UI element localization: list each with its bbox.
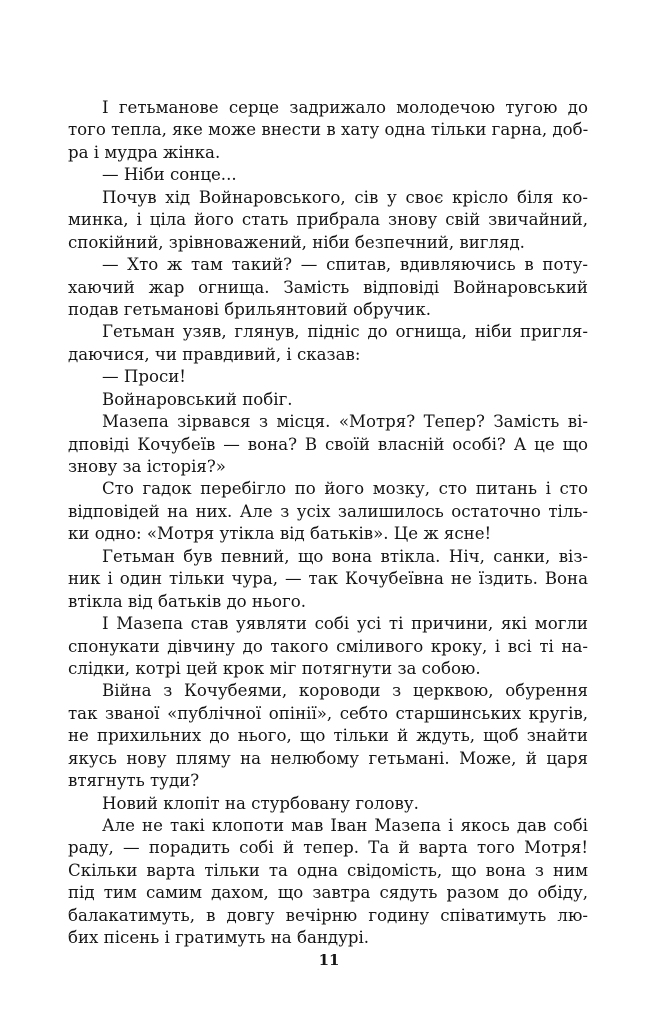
text-line: Мазепа зірвався з місця. «Мотря? Тепер? Замість ві- [102, 412, 588, 432]
text-line: спонукати дівчину до такого сміливого кроку, і всі ті на- [68, 636, 588, 656]
text-line: ник і один тільки чура, — так Кочубеївна не їздить. Вона [68, 569, 588, 589]
text-line: — Хто ж там такий? — спитав, вдивляючись в поту- [102, 255, 588, 275]
text-line: Новий клопіт на стурбовану голову. [102, 793, 419, 813]
text-line: втягнуть туди? [68, 771, 200, 791]
text-line: відповідей на них. Але з усіх залишилось остаточно тіль- [68, 501, 588, 521]
text-line: — Проси! [102, 367, 186, 387]
text-line: Скільки варта тільки та одна свідомість, що вона з ним [68, 860, 588, 880]
text-line: минка, і ціла його стать прибрала знову свій звичайний, [68, 210, 588, 230]
text-line: втікла від батьків до нього. [68, 591, 306, 611]
text-line: хаючий жар огнища. Замість відповіді Войнаровський [68, 277, 588, 297]
text-line: так званої «публічної опінії», себто старшинських кругів, [68, 703, 588, 723]
page-number: 11 [318, 951, 340, 969]
text-line: Войнаровський побіг. [102, 389, 293, 409]
text-line: Гетьман узяв, глянув, підніс до огнища, ніби пригля- [102, 322, 588, 342]
text-line: спокійний, зрівноважений, ніби безпечний, вигляд. [68, 232, 525, 252]
text-line: подав гетьманові брильянтовий обручик. [68, 299, 432, 319]
text-line: бих пісень і гратимуть на бандурі. [68, 928, 370, 948]
text-line: І Мазепа став уявляти собі усі ті причини, які могли [102, 614, 588, 634]
text-line: ра і мудра жінка. [68, 142, 221, 162]
text-line: Почув хід Войнаровського, сів у своє крісло біля ко- [102, 187, 588, 207]
text-line: Сто гадок перебігло по його мозку, сто питань і сто [102, 479, 588, 499]
text-line: І гетьманове серце задрижало молодечою тугою до [102, 98, 588, 117]
text-line: раду, — порадить собі й тепер. Та й варта того Мотря! [68, 838, 588, 858]
text-line: — Ніби сонце... [102, 165, 237, 185]
text-line: не прихильних до нього, що тільки й ждуть, щоб знайти [68, 726, 588, 746]
text-line: слідки, котрі цей крок міг потягнути за собою. [68, 658, 481, 678]
text-line: знову за історія?» [68, 457, 226, 476]
text-line: того тепла, яке може внести в хату одна тільки гарна, доб- [68, 120, 589, 140]
body-text [68, 97, 588, 950]
text-line: Гетьман був певний, що вона втікла. Ніч, санки, віз- [102, 546, 588, 566]
text-line: балакатимуть, в довгу вечірню годину співатимуть лю- [68, 905, 588, 925]
text-line: даючися, чи правдивий, і сказав: [68, 344, 361, 364]
text-line: якусь нову пляму на нелюбому гетьмані. Може, й царя [68, 748, 588, 768]
text-line: Війна з Кочубеями, короводи з церквою, обурення [102, 681, 588, 701]
text-line: дповіді Кочубеїв — вона? В своїй власній особі? А це що [68, 434, 588, 454]
text-line: Але не такі клопоти мав Іван Мазепа і якось дав собі [102, 816, 588, 835]
text-line: під тим самим дахом, що завтра сядуть разом до обіду, [68, 883, 588, 903]
text-line: ки одно: «Мотря утікла від батьків». Це ж ясне! [68, 524, 492, 544]
